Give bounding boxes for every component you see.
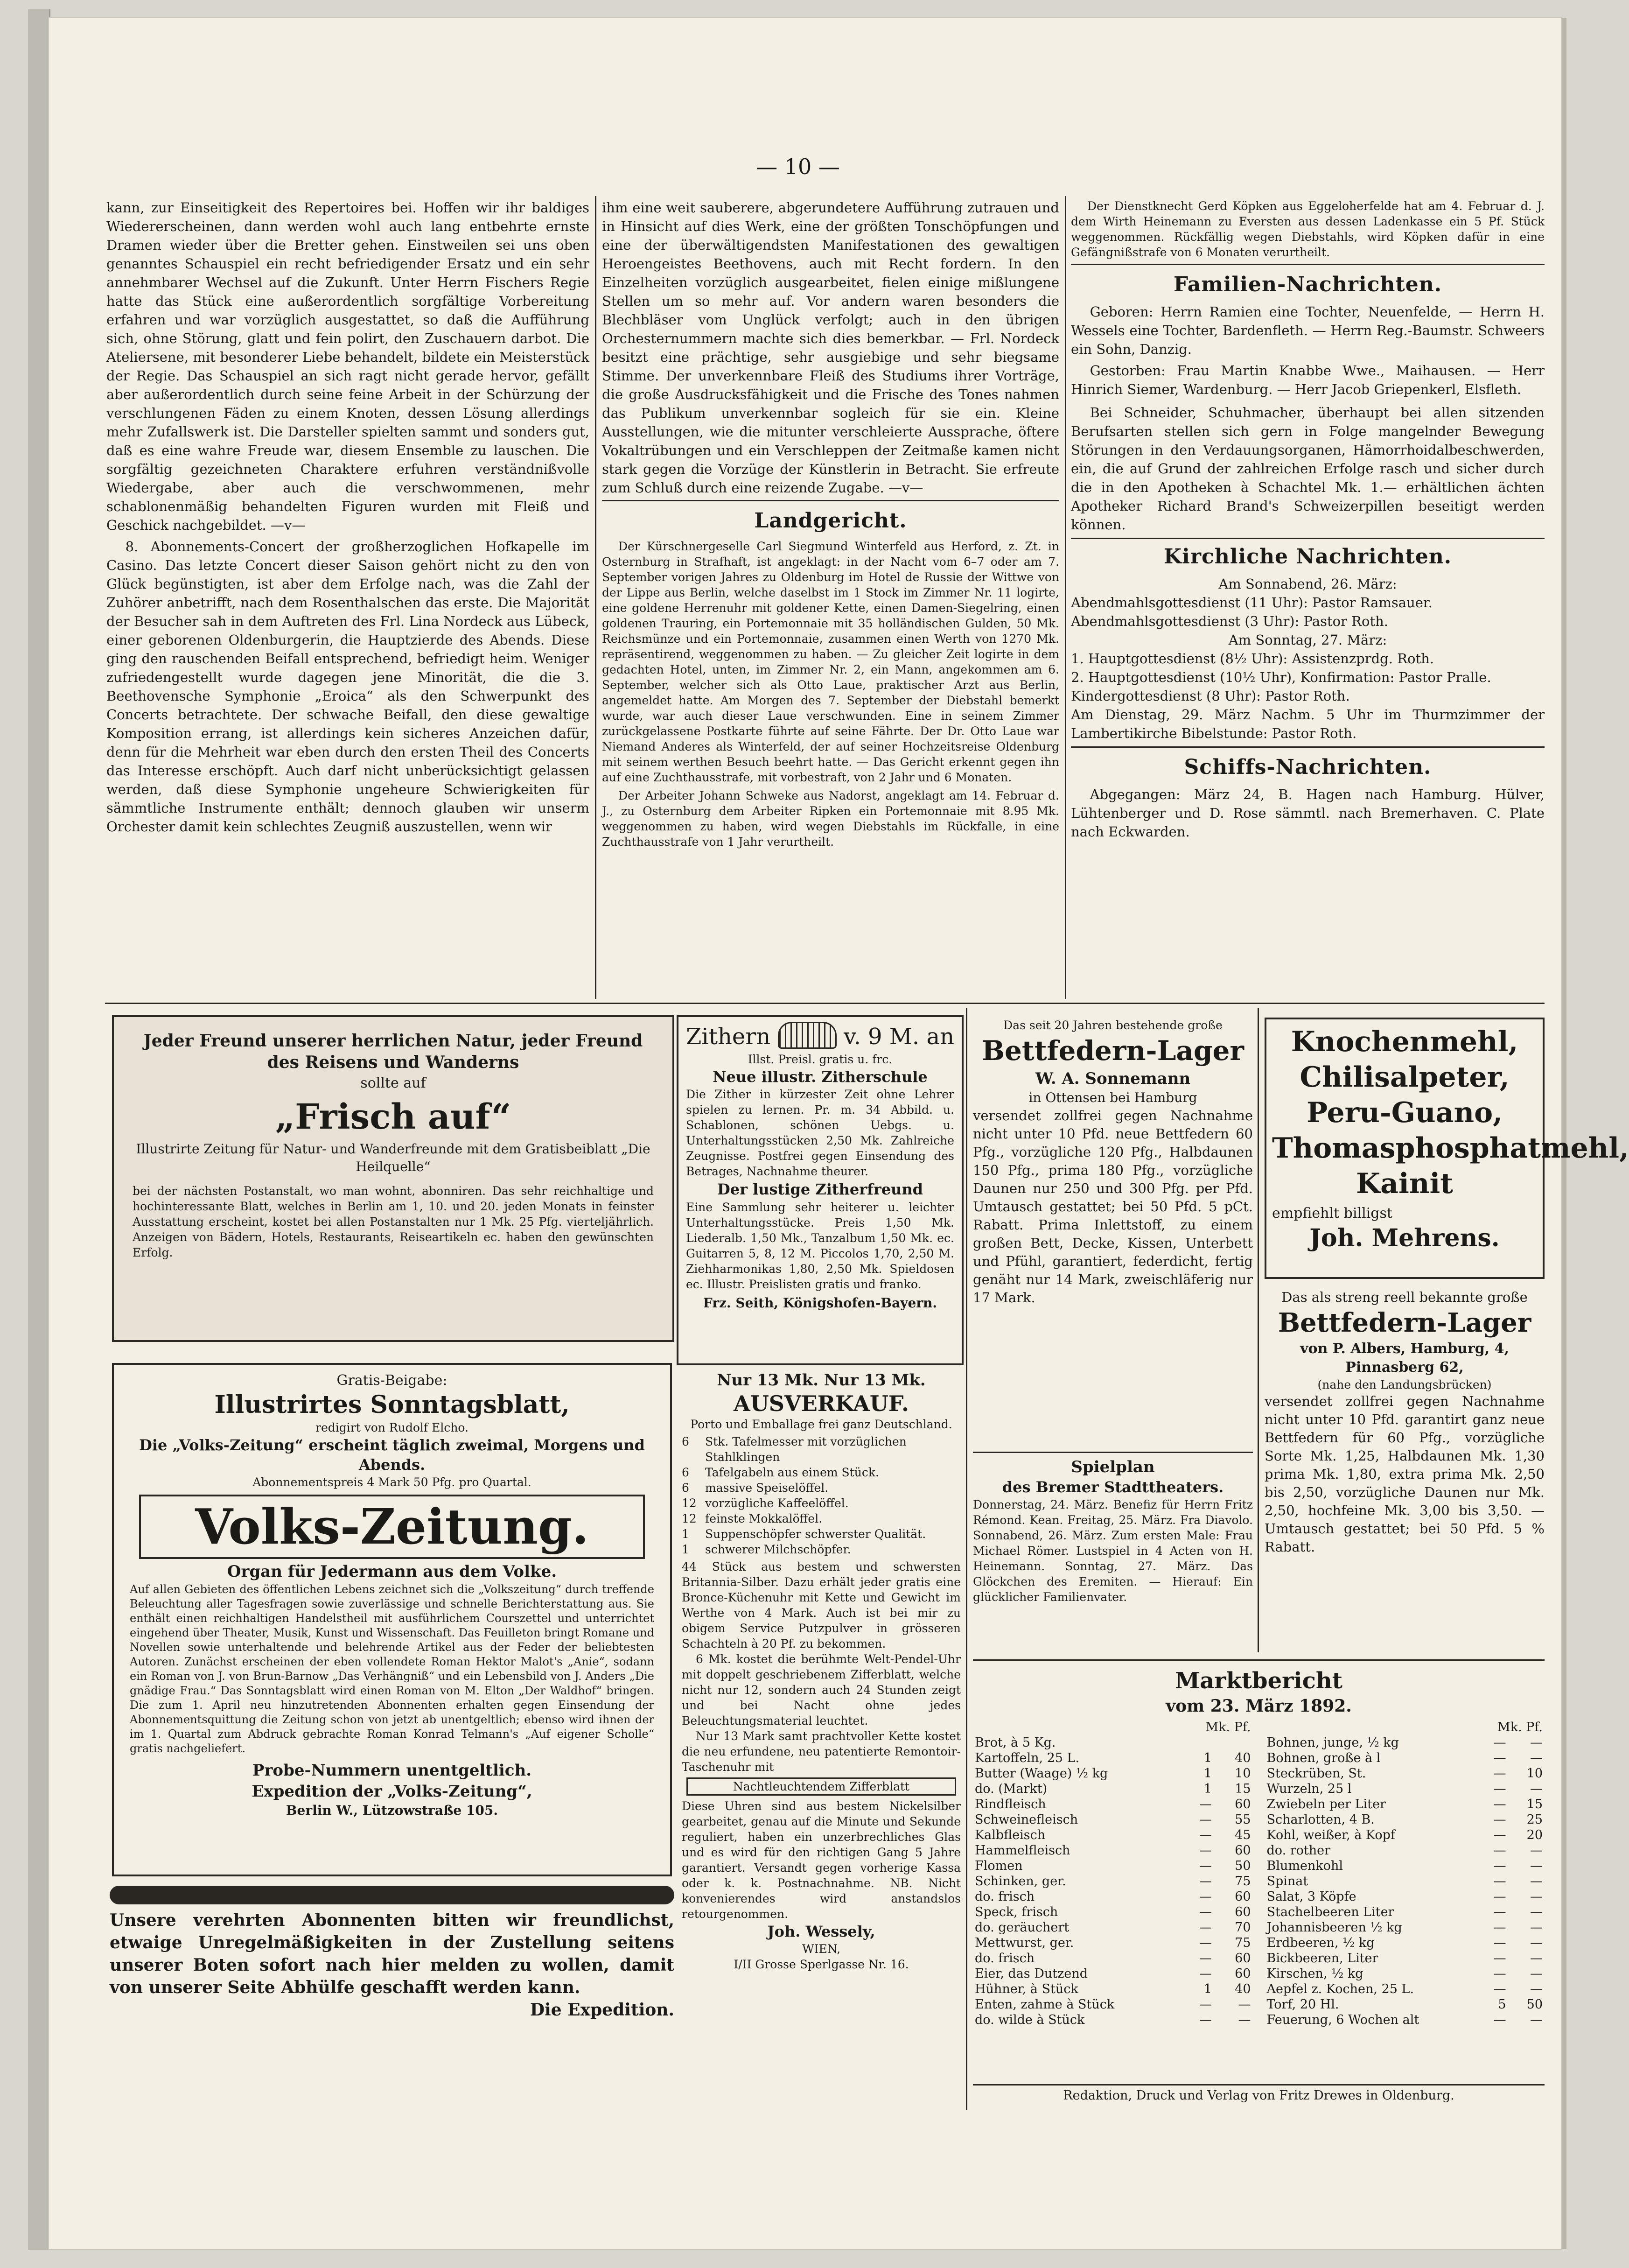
ad-line: Probe-Nummern unentgeltlich. bbox=[252, 1761, 532, 1780]
table-row bbox=[1265, 1904, 1545, 1920]
theater-review: kann, zur Einseitigkeit des Repertoires bei. Hoffen wir ihr baldiges Wiedererscheinen, dann werden wohl auch lang entbehrte ernste Dramen wieder über die Bretter gehen. Einstweilen sei uns oben genanntes Schauspiel ein recht befriedigender Ersatz und ein sehr annehmbarer Wechsel auf die Zukunft. Unter Herrn Fischers Regie hatte das Stück eine außerordentlich sorgfältige Vorbereitung erfahren und war vorzüglich ausgestattet, so daß die Aufführung sich, ohne Störung, glatt und fein polirt, den Zuschauern darbot. Die Ateliersene, mit besonderer Liebe behandelt, bildete ein Meisterstück der Regie. Das Schauspiel an sich ragt nicht gerade hervor, gefällt aber außerordentlich durch seine feine Arbeit in der Schürzung der verschlungenen Fäden zu einem Knoten, dessen Lösung allerdings mehr Zufallswerk ist. Die Darsteller spielten sammt und sonders gut, daß es eine wahre Freude war, diesem Ensemble zu lauschen. Die sorgfältig gezeichneten Charaktere erfuhren verständnißvolle Wiedergabe, aber auch die verschwommenen, mehr schablonenmäßig behandelten Figuren wurden mit Fleiß und Geschick nachgebildet. —v— bbox=[106, 200, 589, 533]
ad-subheading: Der lustige Zitherfreund bbox=[717, 1180, 923, 1198]
item-name: Kohl, weißer, à Kopf bbox=[1266, 1828, 1395, 1842]
ad-subtitle: Illustrirte Zeitung für Natur- und Wanderfreunde mit dem Gratisbeiblatt „Die Heilquelle“ bbox=[136, 1141, 650, 1174]
item-quantity: 12 bbox=[682, 1512, 697, 1525]
church-schedule-line: Am Sonntag, 27. März: bbox=[1228, 632, 1387, 648]
price-pfennig: 10 bbox=[1526, 1766, 1543, 1781]
item-name: Johannisbeeren ½ kg bbox=[1266, 1920, 1402, 1935]
table-row bbox=[973, 1858, 1253, 1874]
price-mark: 1 bbox=[1203, 1982, 1212, 1996]
ad-address: Berlin W., Lützowstraße 105. bbox=[286, 1803, 498, 1818]
ad-heading: Jeder Freund unserer herrlichen Natur, jeder Freund des Reisens und Wanderns bbox=[143, 1031, 643, 1072]
price-mark: — bbox=[1493, 1889, 1506, 1904]
ad-line: Expedition der „Volks-Zeitung“, bbox=[252, 1782, 532, 1801]
church-schedule-line: Abendmahlsgottesdienst (11 Uhr): Pastor Ramsauer. bbox=[1071, 595, 1433, 611]
table-row bbox=[1265, 1797, 1545, 1812]
item-name: Kirschen, ½ kg bbox=[1266, 1966, 1363, 1981]
price-mark: — bbox=[1199, 1966, 1212, 1981]
price-mark: — bbox=[1493, 1859, 1506, 1873]
ad-line: Das seit 20 Jahren bestehende große bbox=[1003, 1018, 1223, 1032]
price-pfennig: 70 bbox=[1235, 1920, 1251, 1935]
price-mark: — bbox=[1493, 1905, 1506, 1919]
price-mark: — bbox=[1493, 2013, 1506, 2027]
item-name: Zwiebeln per Liter bbox=[1266, 1797, 1386, 1812]
table-row bbox=[1265, 1874, 1545, 1889]
price-mark: — bbox=[1199, 1905, 1212, 1919]
item-name: do. wilde à Stück bbox=[975, 2013, 1085, 2027]
market-table-left bbox=[973, 1720, 1253, 2028]
ad-subheading: Neue illustr. Zitherschule bbox=[713, 1068, 928, 1086]
item-name: do. frisch bbox=[975, 1951, 1035, 1966]
item-name: Stachelbeeren Liter bbox=[1266, 1905, 1394, 1919]
item-name: Suppenschöpfer schwerster Qualität. bbox=[705, 1527, 926, 1541]
table-row bbox=[1265, 1843, 1545, 1858]
item-name: Hammelfleisch bbox=[975, 1843, 1070, 1858]
table-row bbox=[973, 1904, 1253, 1920]
ad-line: Porto und Emballage frei ganz Deutschland. bbox=[690, 1418, 952, 1431]
list-item bbox=[682, 1465, 961, 1480]
ad-title: Volks-Zeitung. bbox=[139, 1495, 645, 1559]
ad-body: versendet zollfrei gegen Nachnahme nicht unter 10 Pfd. neue Bettfedern 60 Pfg., vorzügliche 120 Pfg., Halbdaunen 150 Pfg., prima 180 Pfg., vorzügliche Daunen nur 250 und 300 Pfg. per Pfd. Umtausch gestattet; bei 50 Pfd. 5 pCt. Rabatt. Prima Inlettstoff, zu einem großen Bett, Decke, Kissen, Unterbett und Pfühl, garantiert, federdicht, fertig genäht nur 14 Mark, zweischläferig nur 17 Mark. bbox=[973, 1108, 1253, 1306]
price-pfennig: 40 bbox=[1235, 1751, 1251, 1765]
item-quantity: 1 bbox=[682, 1543, 689, 1556]
price-mark: — bbox=[1199, 1889, 1212, 1904]
church-schedule bbox=[1071, 575, 1545, 743]
item-name: Schinken, ger. bbox=[975, 1874, 1066, 1889]
table-row bbox=[973, 1997, 1253, 2012]
divider bbox=[1071, 264, 1545, 265]
item-name: Spinat bbox=[1266, 1874, 1308, 1889]
price-mark: — bbox=[1199, 1812, 1212, 1827]
table-row bbox=[1265, 1750, 1545, 1766]
price-pfennig bbox=[1214, 1735, 1253, 1750]
table-row bbox=[973, 1920, 1253, 1935]
ad-body: bei der nächsten Postanstalt, wo man wohnt, abonniren. Das sehr reichhaltige und hochinteressante Blatt, welches in Berlin am 1, 10. und 20. jeden Monats in feinster Ausstattung erscheint, kostet bei allen Postanstalten nur 1 Mk. 25 Pfg. vierteljährlich. Anzeigen von Bädern, Hotels, Restaurants, Reiseartikeln ec. haben den gewünschten Erfolg. bbox=[133, 1184, 654, 1259]
ad-firm: Frz. Seith, Königshofen-Bayern. bbox=[703, 1295, 937, 1311]
ad-body: 44 Stück aus bestem und schwersten Britannia-Silber. Dazu erhält jeder gratis eine Bronce-Küchenuhr mit Kette und Gewicht im Werthe von 4 Mark. Auch ist bei mir zu obigem Service Putzpulver in grösseren Schachteln à 20 Pf. zu bekommen. bbox=[682, 1560, 961, 1650]
price-pfennig: 60 bbox=[1235, 1966, 1251, 1981]
table-row bbox=[973, 1874, 1253, 1889]
article-column-2 bbox=[602, 198, 1059, 1001]
column-rule bbox=[1258, 1008, 1259, 1652]
item-name: Bohnen, große à l bbox=[1266, 1751, 1381, 1765]
item-name: Salat, 3 Köpfe bbox=[1266, 1889, 1356, 1904]
ad-heading: v. 9 M. an bbox=[844, 1024, 954, 1050]
price-pfennig: 50 bbox=[1526, 1997, 1543, 2012]
shipping-notice: Abgegangen: März 24, B. Hagen nach Hamburg. Hülver, Lühtenberger und D. Rose sämmtl. nach Bremerhaven. C. Plate nach Eckwarden. bbox=[1071, 786, 1545, 840]
unit-header: Mk. Pf. bbox=[1205, 1720, 1251, 1734]
price-mark: — bbox=[1493, 1936, 1506, 1950]
ad-body: Diese Uhren sind aus bestem Nickelsilber gearbeitet, genau auf die Minute und Sekunde reguliert, haben ein unzerbrechliches Glas und es wird für den richtigen Gang 5 Jahre garantiert. Versandt gegen vorherige Kassa oder k. k. Postnachnahme. NB. Nicht konvenierendes wird anstandslos retourgenommen. bbox=[682, 1799, 961, 1921]
ad-body: Die Zither in kürzester Zeit ohne Lehrer spielen zu lernen. Pr. m. 34 Abbild. u. Schablonen, schönen Uebgs. u. Unterhaltungsstücken 2,50 Mk. Zahlreiche Zeugnisse. Postfrei gegen Einsendung des Betrages, Nachnahme theurer. bbox=[686, 1088, 954, 1178]
table-row bbox=[973, 1827, 1253, 1843]
item-name: do. rother bbox=[1266, 1843, 1331, 1858]
ad-city: WIEN, bbox=[802, 1942, 841, 1956]
ad-line: Gratis-Beigabe: bbox=[336, 1372, 447, 1389]
item-name: Bohnen, junge, ½ kg bbox=[1266, 1735, 1399, 1750]
concert-review-continued: ihm eine weit sauberere, abgerundetere Aufführung zutrauen und in Hinsicht auf dies Werk, eine der größten Tonschöpfungen und eine der überwältigendsten Manifestationen des gewaltigen Heroengeistes Beethovens, auch mit Recht fordern. In den Einzelheiten vorzüglich ausgearbeitet, fielen einige mißlungene Stellen um so mehr auf. Vor andern waren besonders die Blechbläser vom Unglück verfolgt; auch in den übrigen Orchesternummern machte sich dies bemerkbar. — Frl. Nordeck besitzt eine prächtige, sehr ausgiebige und sehr biegsame Stimme. Der unverkennbare Fleiß des Studiums ihrer Vorträge, die große Ausdrucksfähigkeit und die Frische des Tones nahmen das Publikum unverkennbar sogleich für sie ein. Kleine Ausstellungen, wie die mitunter verschleierte Aussprache, öftere Vokaltrübungen und ein Verschleppen der Zeitmaße kamen nicht stark gegen die Vorzüge der Künstlerin in Betracht. Sie erfreute zum Schluß durch eine reizende Zugabe. —v— bbox=[602, 200, 1059, 496]
price-mark: — bbox=[1199, 1936, 1212, 1950]
price-pfennig: 10 bbox=[1235, 1766, 1251, 1781]
court-report: Der Dienstknecht Gerd Köpken aus Eggeloherfelde hat am 4. Februar d. J. dem Wirth Heinemann zu Eversten aus dessen Ladenkasse ein 5 Pf. Stück weggenommen. Rückfällig wegen Diebstahls, wird Köpken dafür in eine Gefängnißstrafe von 6 Monaten verurtheilt. bbox=[1071, 199, 1545, 259]
item-name: Steckrüben, St. bbox=[1266, 1766, 1366, 1781]
ad-line: empfiehlt billigst bbox=[1272, 1205, 1392, 1222]
table-row bbox=[973, 1766, 1253, 1781]
pill-advertisement: Bei Schneider, Schuhmacher, überhaupt bei allen sitzenden Berufsarten stellen sich gern in Folge mangelnder Bewegung Störungen in den Verdauungsorganen, Hämorrhoidalbeschwerden, ein, die auf Grund der zahlreichen Erfolge rasch und sicher durch die in den Apotheken à Schachtel Mk. 1.— erhältlichen ächten Apotheker Richard Brand's Schweizerpillen beseitigt werden können. bbox=[1071, 405, 1545, 533]
page-binding bbox=[28, 9, 50, 2250]
article-column-3 bbox=[1071, 198, 1545, 1001]
church-schedule-line: 2. Hauptgottesdienst (10½ Uhr), Konfirmation: Pastor Pralle. bbox=[1071, 669, 1491, 685]
table-row bbox=[1265, 1812, 1545, 1827]
ad-line: Illst. Preisl. gratis u. frc. bbox=[748, 1053, 893, 1066]
table-row bbox=[973, 1781, 1253, 1797]
church-schedule-line: Abendmahlsgottesdienst (3 Uhr): Pastor Roth. bbox=[1071, 613, 1389, 629]
price-pfennig: 75 bbox=[1235, 1936, 1251, 1950]
column-rule bbox=[966, 1008, 967, 2110]
page-number: — 10 — bbox=[756, 154, 840, 179]
item-name: Mettwurst, ger. bbox=[975, 1936, 1074, 1950]
item-name: do. frisch bbox=[975, 1889, 1035, 1904]
section-rule bbox=[973, 1659, 1545, 1661]
price-pfennig: — bbox=[1530, 1951, 1543, 1966]
price-mark: — bbox=[1199, 2013, 1212, 2027]
court-report: Der Arbeiter Johann Schweke aus Nadorst, angeklagt am 14. Februar d. J., zu Osternburg dem Arbeiter Ripken ein Portemonnaie mit 8.95 Mk. weggenommen zu haben, wird wegen Diebstahls im Rückfalle, in eine Zuchthausstrafe von 1 Jahr verurtheilt. bbox=[602, 789, 1059, 849]
zither-icon bbox=[778, 1022, 837, 1049]
item-name: Hühner, à Stück bbox=[975, 1982, 1078, 1996]
item-name: Butter (Waage) ½ kg bbox=[975, 1766, 1108, 1781]
price-pfennig: — bbox=[1530, 2013, 1543, 2027]
list-item bbox=[682, 1511, 961, 1526]
item-name: Blumenkohl bbox=[1266, 1859, 1343, 1873]
court-report: Der Kürschnergeselle Carl Siegmund Winterfeld aus Herford, z. Zt. in Osternburg in Strafhaft, ist angeklagt: in der Nacht vom 6–7 oder am 7. September vorigen Jahres zu Oldenburg im Hotel de Russie der Wittwe von der Lippe aus Berlin, welche daselbst im 1 Stock im Zimmer Nr. 11 logirte, eine goldene Herrenuhr mit goldener Kette, einen Damen-Siegelring, einen goldenen Trauring, ein Portemonnaie mit 35 holländischen Gulden, 50 Mk. Reichsmünze und ein Portemonnaie, zusammen einen Werth von 1270 Mk. repräsentirend, weggenommen zu haben. — Zu gleicher Zeit logirte in dem gedachten Hotel, unten, im Zimmer Nr. 2, ein Mann, angekommen am 6. September, welcher sich als Otto Laue, praktischer Arzt aus Berlin, angemeldet hatte. Am Morgen des 7. September der Diebstahl bemerkt wurde, war auch dieser Laue verschwunden. Eine in seinem Zimmer zurückgelassene Postkarte führte auf seine Fährte. Der Dr. Otto Laue war Niemand Anderes als Winterfeld, der auf seiner Hochzeitsreise Oldenburg mit seinem werthen Besuch beehrt hatte. — Das Gericht erkennt gegen ihn auf eine Zuchthausstrafe, mit vorbestraft, von 2 Jahr und 6 Monaten. bbox=[602, 540, 1059, 784]
subscriber-notice bbox=[110, 1886, 674, 2110]
item-name: Kartoffeln, 25 L. bbox=[975, 1751, 1080, 1765]
table-row bbox=[973, 1889, 1253, 1904]
spielplan-ad bbox=[973, 1452, 1253, 1657]
bettfedern-sonnemann-ad bbox=[973, 1018, 1253, 1447]
list-item bbox=[682, 1434, 961, 1465]
item-name: Tafelgabeln aus einem Stück. bbox=[705, 1466, 879, 1479]
market-title: Marktbericht bbox=[1175, 1668, 1342, 1694]
price-pfennig: 40 bbox=[1235, 1982, 1251, 1996]
table-row bbox=[1265, 1935, 1545, 1951]
price-mark: — bbox=[1199, 1874, 1212, 1889]
price-pfennig: — bbox=[1238, 1997, 1251, 2012]
price-pfennig: 75 bbox=[1235, 1874, 1251, 1889]
table-row bbox=[973, 1797, 1253, 1812]
ad-line: Das als streng reell bekannte große bbox=[1281, 1289, 1528, 1305]
price-pfennig: — bbox=[1530, 1966, 1543, 1981]
landgericht-heading: Landgericht. bbox=[754, 509, 907, 533]
ad-firm: Joh. Mehrens. bbox=[1309, 1224, 1500, 1252]
ad-title: „Frisch auf“ bbox=[275, 1097, 511, 1137]
price-mark: 1 bbox=[1203, 1751, 1212, 1765]
item-name: Schweinefleisch bbox=[975, 1812, 1078, 1827]
column-rule bbox=[1065, 196, 1066, 999]
ad-boxed-line: Nachtleuchtendem Zifferblatt bbox=[686, 1777, 956, 1796]
price-mark: — bbox=[1493, 1982, 1506, 1996]
ad-note: (nahe den Landungsbrücken) bbox=[1317, 1378, 1492, 1391]
price-pfennig: 15 bbox=[1235, 1782, 1251, 1796]
ad-heading: Knochenmehl, Chilisalpeter, Peru-Guano, Thomasphosphatmehl, Kainit bbox=[1272, 1025, 1629, 1200]
list-item bbox=[682, 1480, 961, 1496]
item-name: Speck, frisch bbox=[975, 1905, 1058, 1919]
ad-line: sollte auf bbox=[360, 1075, 426, 1091]
price-mark: — bbox=[1493, 1951, 1506, 1966]
item-name: do. geräuchert bbox=[975, 1920, 1070, 1935]
ad-line: redigirt von Rudolf Elcho. bbox=[315, 1421, 468, 1434]
table-row bbox=[973, 1843, 1253, 1858]
divider bbox=[1071, 538, 1545, 539]
table-row bbox=[973, 1966, 1253, 1981]
price-mark: — bbox=[1493, 1843, 1506, 1858]
table-row bbox=[1265, 2012, 1545, 2028]
item-name: Scharlotten, 4 B. bbox=[1266, 1812, 1375, 1827]
price-pfennig: — bbox=[1530, 1751, 1543, 1765]
unit-header: Mk. Pf. bbox=[1497, 1720, 1543, 1734]
price-mark: 1 bbox=[1203, 1766, 1212, 1781]
market-date: vom 23. März 1892. bbox=[1166, 1696, 1352, 1716]
volks-zeitung-ad bbox=[112, 1363, 672, 1876]
price-mark: — bbox=[1493, 1751, 1506, 1765]
price-mark: 5 bbox=[1498, 1997, 1506, 2012]
table-row bbox=[973, 1735, 1253, 1750]
price-pfennig: 20 bbox=[1526, 1828, 1543, 1842]
item-quantity: 1 bbox=[682, 1527, 689, 1541]
price-pfennig: 50 bbox=[1235, 1859, 1251, 1873]
price-mark: — bbox=[1199, 1859, 1212, 1873]
price-pfennig: — bbox=[1530, 1905, 1543, 1919]
price-pfennig: — bbox=[1530, 1859, 1543, 1873]
ad-heading: AUSVERKAUF. bbox=[734, 1391, 909, 1416]
item-name: vorzügliche Kaffeelöffel. bbox=[705, 1496, 849, 1510]
item-quantity: 6 bbox=[682, 1466, 689, 1479]
item-name: Brot, à 5 Kg. bbox=[975, 1735, 1056, 1750]
ad-body: versendet zollfrei gegen Nachnahme nicht unter 10 Pfd. garantirt ganz neue Bettfedern für 60 Pfg., vorzügliche Sorte Mk. 1,25, Halbdaunen Mk. 1,30 prima Mk. 1,80, extra prima Mk. 2,50 bis 2,50, vorzügliche Daunen nur Mk. 2,50, hochfeine Mk. 3,00 bis 3,50. — Umtausch gestattet; bei 50 Pfd. 5 % Rabatt. bbox=[1265, 1393, 1545, 1555]
item-quantity: 6 bbox=[682, 1481, 689, 1495]
list-item bbox=[682, 1526, 961, 1542]
zithern-ad bbox=[677, 1015, 964, 1365]
section-rule bbox=[105, 1003, 1545, 1004]
price-pfennig: — bbox=[1238, 2013, 1251, 2027]
item-name: massive Speiselöffel. bbox=[705, 1481, 829, 1495]
familien-heading: Familien-Nachrichten. bbox=[1173, 273, 1442, 296]
item-quantity: 6 bbox=[682, 1435, 689, 1448]
item-name: Kalbfleisch bbox=[975, 1828, 1046, 1842]
item-name: feinste Mokkalöffel. bbox=[705, 1512, 823, 1525]
ad-city: in Ottensen bei Hamburg bbox=[1028, 1090, 1197, 1105]
births-notice: Geboren: Herrn Ramien eine Tochter, Neuenfelde, — Herrn H. Wessels eine Tochter, Bardenfleth. — Herrn Reg.-Baumstr. Schweers ein Sohn, Danzig. bbox=[1071, 304, 1545, 357]
price-pfennig: — bbox=[1530, 1982, 1543, 1996]
kirchliche-heading: Kirchliche Nachrichten. bbox=[1163, 545, 1452, 569]
item-list bbox=[682, 1434, 961, 1557]
price-mark: — bbox=[1493, 1766, 1506, 1781]
church-schedule-line: Am Dienstag, 29. März Nachm. 5 Uhr im Thurmzimmer der Lambertikirche Bibelstunde: Pastor Roth. bbox=[1071, 707, 1545, 741]
item-name: Feuerung, 6 Wochen alt bbox=[1266, 2013, 1419, 2027]
column-rule bbox=[595, 196, 596, 999]
item-name: Rindfleisch bbox=[975, 1797, 1046, 1812]
price-mark: — bbox=[1493, 1735, 1506, 1750]
ad-heading: Illustrirtes Sonntagsblatt, bbox=[214, 1390, 570, 1419]
table-row bbox=[973, 1935, 1253, 1951]
price-pfennig: — bbox=[1530, 1874, 1543, 1889]
ad-heading: Bettfedern-Lager bbox=[1278, 1307, 1531, 1338]
item-name: Erdbeeren, ½ kg bbox=[1266, 1936, 1375, 1950]
price-pfennig: 25 bbox=[1526, 1812, 1543, 1827]
schiffs-heading: Schiffs-Nachrichten. bbox=[1184, 755, 1432, 779]
price-mark: — bbox=[1493, 1920, 1506, 1935]
table-row bbox=[1265, 1827, 1545, 1843]
church-schedule-line: Kindergottesdienst (8 Uhr): Pastor Roth. bbox=[1071, 688, 1350, 704]
table-row bbox=[1265, 1997, 1545, 2012]
decorative-border bbox=[110, 1886, 674, 1904]
notice-signature: Die Expedition. bbox=[530, 2000, 674, 2020]
price-mark bbox=[1182, 1735, 1214, 1750]
table-row bbox=[1265, 1735, 1545, 1750]
ad-address: I/II Grosse Sperlgasse Nr. 16. bbox=[734, 1958, 909, 1971]
market-table-right bbox=[1265, 1720, 1545, 2028]
ad-subheading: des Bremer Stadttheaters. bbox=[1002, 1478, 1224, 1496]
item-name: Eier, das Dutzend bbox=[975, 1966, 1088, 1981]
table-row bbox=[1265, 1981, 1545, 1997]
item-name: Flomen bbox=[975, 1859, 1023, 1873]
price-mark: — bbox=[1493, 1812, 1506, 1827]
price-pfennig: 15 bbox=[1526, 1797, 1543, 1812]
table-row bbox=[973, 1812, 1253, 1827]
price-pfennig: 45 bbox=[1235, 1828, 1251, 1842]
item-name: do. (Markt) bbox=[975, 1782, 1048, 1796]
price-mark: — bbox=[1199, 1828, 1212, 1842]
section-rule bbox=[973, 2084, 1545, 2085]
price-pfennig: 60 bbox=[1235, 1797, 1251, 1812]
ad-body: Eine Sammlung sehr heiterer u. leichter Unterhaltungsstücke. Preis 1,50 Mk. Liederalb. 1,50 Mk., Tanzalbum 1,50 Mk. ec. Guitarren 5, 8, 12 M. Piccolos 1,70, 2,50 M. Ziehharmonikas 1,80, 2,50 Mk. Spieldosen ec. Illustr. Preislisten gratis und franko. bbox=[686, 1201, 954, 1291]
bettfedern-albers-ad bbox=[1265, 1288, 1545, 1652]
article-column-1 bbox=[106, 198, 589, 1001]
ad-heading: Zithern bbox=[686, 1024, 771, 1050]
price-mark: — bbox=[1199, 1843, 1212, 1858]
ad-heading: Bettfedern-Lager bbox=[982, 1035, 1244, 1067]
table-row bbox=[1265, 1858, 1545, 1874]
deaths-notice: Gestorben: Frau Martin Knabbe Wwe., Maihausen. — Herr Hinrich Siemer, Wardenburg. — Herr Jacob Griepenkerl, Elsfleth. bbox=[1071, 363, 1545, 397]
price-pfennig: 55 bbox=[1235, 1812, 1251, 1827]
concert-review: 8. Abonnements-Concert der großherzoglichen Hofkapelle im Casino. Das letzte Concert dieser Saison gehört nicht zu den von Glück begünstigten, ist aber dem Erfolge nach, was die Zahl der Zuhörer anbetrifft, nach dem Rosenthalschen das erste. Die Majorität der Besucher sah in dem Auftreten des Frl. Lina Nordeck aus Lübeck, einer geborenen Oldenburgerin, die Hauptzierde des Abends. Diese ging den rauschenden Beifall entsprechend, befriedigt heim. Weniger zufriedengestellt wurde dagegen jene Minorität, die die 3. Beethovensche Symphonie „Eroica“ als den Schwerpunkt des Concerts betrachtete. Der schwache Beifall, den diese gewaltige Komposition errang, ist allerdings kein sicheres Anzeichen dafür, denn für die Mehrheit war eben durch den ersten Theil des Concerts das Interesse erschöpft. Auch darf nicht unberücksichtigt gelassen werden, daß diese Symphonie ungeheure Schwierigkeiten für sämmtliche Instrumente enthält; dennoch glauben wir unserm Orchester damit kein schlechtes Zeugniß auszustellen, wenn wir bbox=[106, 539, 589, 835]
ad-line: Die „Volks-Zeitung“ erscheint täglich zweimal, Morgens und Abends. bbox=[139, 1436, 645, 1474]
item-name: Stk. Tafelmesser mit vorzüglichen Stahlklingen bbox=[705, 1435, 907, 1464]
price-mark: — bbox=[1199, 1951, 1212, 1966]
table-row bbox=[1265, 1920, 1545, 1935]
ad-firm: W. A. Sonnemann bbox=[1035, 1069, 1191, 1088]
price-mark: — bbox=[1493, 1782, 1506, 1796]
price-pfennig: — bbox=[1530, 1735, 1543, 1750]
ad-body: Nur 13 Mark samt prachtvoller Kette kostet die neu erfundene, neu patentierte Remontoir-Taschenuhr mit bbox=[682, 1729, 961, 1774]
list-item bbox=[682, 1496, 961, 1511]
ausverkauf-ad bbox=[679, 1370, 964, 2112]
price-pfennig: — bbox=[1530, 1889, 1543, 1904]
frisch-auf-ad bbox=[112, 1015, 674, 1342]
price-pfennig: 60 bbox=[1235, 1843, 1251, 1858]
table-row bbox=[1265, 1766, 1545, 1781]
item-name: schwerer Milchschöpfer. bbox=[705, 1543, 851, 1556]
price-mark: — bbox=[1199, 1997, 1212, 2012]
imprint: Redaktion, Druck und Verlag von Fritz Drewes in Oldenburg. bbox=[1063, 2088, 1454, 2103]
ad-body: Auf allen Gebieten des öffentlichen Lebens zeichnet sich die „Volkszeitung“ durch treffende Beleuchtung aller Tagesfragen sowie zuverlässige und schnelle Berichterstattung aus. Sie enthält einen reichhaltigen Handelstheil mit ausführlichem Courszettel und unterrichtet eingehend über Theater, Musik, Kunst und Wissenschaft. Das Feuilleton bringt Romane und Novellen sowie unterhaltende und belehrende Artikel aus der Feder der beliebtesten Autoren. Zunächst erscheinen der eben vollendete Roman Hektor Malot's „Anie“, sodann ein Roman von J. von Brun-Barnow „Das Verhängniß“ und ein Lebensbild von J. Anders „Die gnädige Frau.“ Das Sonntagsblatt wird einen Roman von M. Elton „Der Waldhof“ bringen. Die zum 1. April neu hinzutretenden Abonnenten erhalten gegen Einsendung der Abonnementsquittung die Zeitung schon von jetzt ab unentgeltlich; ebenso wird ihnen der im 1. Quartal zum Abdruck gebrachte Roman Konrad Telmann's „Auf eigener Scholle“ gratis nachgeliefert. bbox=[130, 1583, 654, 1755]
table-row bbox=[1265, 1966, 1545, 1981]
price-pfennig: — bbox=[1530, 1782, 1543, 1796]
notice-text: Unsere verehrten Abonnenten bitten wir freundlichst, etwaige Unregelmäßigkeiten in der Zustellung seitens unserer Boten sofort nach hier melden zu wollen, damit von unserer Seite Abhülfe geschafft werden kann. bbox=[110, 1910, 674, 1997]
item-name: Torf, 20 Hl. bbox=[1266, 1997, 1339, 2012]
church-schedule-line: 1. Hauptgottesdienst (8½ Uhr): Assistenzprdg. Roth. bbox=[1071, 651, 1434, 667]
knochenmehl-ad bbox=[1265, 1018, 1629, 1279]
marktbericht bbox=[973, 1666, 1545, 2082]
table-row bbox=[1265, 1889, 1545, 1904]
price-mark: — bbox=[1199, 1797, 1212, 1812]
list-item bbox=[682, 1542, 961, 1557]
item-name: Aepfel z. Kochen, 25 L. bbox=[1266, 1982, 1414, 1996]
price-mark: 1 bbox=[1203, 1782, 1212, 1796]
item-name: Wurzeln, 25 l bbox=[1266, 1782, 1352, 1796]
ad-heading: Spielplan bbox=[1071, 1458, 1155, 1476]
ad-body: Donnerstag, 24. März. Benefiz für Herrn Fritz Rémond. Kean. Freitag, 25. März. Fra Diavolo. Sonnabend, 26. März. Zum ersten Male: Frau Michael Römer. Lustspiel in 4 Acten von H. Heinemann. Sonntag, 27. März. Das Glöckchen des Eremiten. — Hierauf: Ein glücklicher Familienvater. bbox=[973, 1498, 1253, 1604]
item-name: Bickbeeren, Liter bbox=[1266, 1951, 1378, 1966]
ad-firm: von P. Albers, Hamburg, 4, Pinnasberg 62, bbox=[1300, 1341, 1509, 1376]
table-row bbox=[1265, 1781, 1545, 1797]
price-pfennig: 60 bbox=[1235, 1889, 1251, 1904]
divider bbox=[602, 500, 1059, 501]
table-row bbox=[1265, 1951, 1545, 1966]
price-mark: — bbox=[1199, 1920, 1212, 1935]
ad-body: 6 Mk. kostet die berühmte Welt-Pendel-Uhr mit doppelt geschriebenem Zifferblatt, welche nicht nur 12, sondern auch 24 Stunden zeigt und bei Nacht ohne jedes Beleuchtungsmaterial leuchtet. bbox=[682, 1652, 961, 1727]
item-quantity: 12 bbox=[682, 1496, 697, 1510]
price-pfennig: 60 bbox=[1235, 1905, 1251, 1919]
price-mark: — bbox=[1493, 1828, 1506, 1842]
table-row bbox=[973, 1750, 1253, 1766]
price-pfennig: — bbox=[1530, 1843, 1543, 1858]
table-row bbox=[973, 1951, 1253, 1966]
church-schedule-line: Am Sonnabend, 26. März: bbox=[1218, 576, 1397, 592]
ad-firm: Joh. Wessely, bbox=[767, 1923, 875, 1940]
ad-price: Abonnementspreis 4 Mark 50 Pfg. pro Quartal. bbox=[252, 1475, 531, 1489]
price-pfennig: 60 bbox=[1235, 1951, 1251, 1966]
table-row bbox=[973, 1981, 1253, 1997]
price-pfennig: — bbox=[1530, 1920, 1543, 1935]
item-name: Enten, zahme à Stück bbox=[975, 1997, 1115, 2012]
price-mark: — bbox=[1493, 1874, 1506, 1889]
price-mark: — bbox=[1493, 1797, 1506, 1812]
divider bbox=[1071, 746, 1545, 748]
price-mark: — bbox=[1493, 1966, 1506, 1981]
ad-line: Nur 13 Mk. Nur 13 Mk. bbox=[717, 1371, 926, 1390]
table-row bbox=[973, 2012, 1253, 2028]
price-pfennig: — bbox=[1530, 1936, 1543, 1950]
ad-subtitle: Organ für Jedermann aus dem Volke. bbox=[227, 1562, 557, 1581]
